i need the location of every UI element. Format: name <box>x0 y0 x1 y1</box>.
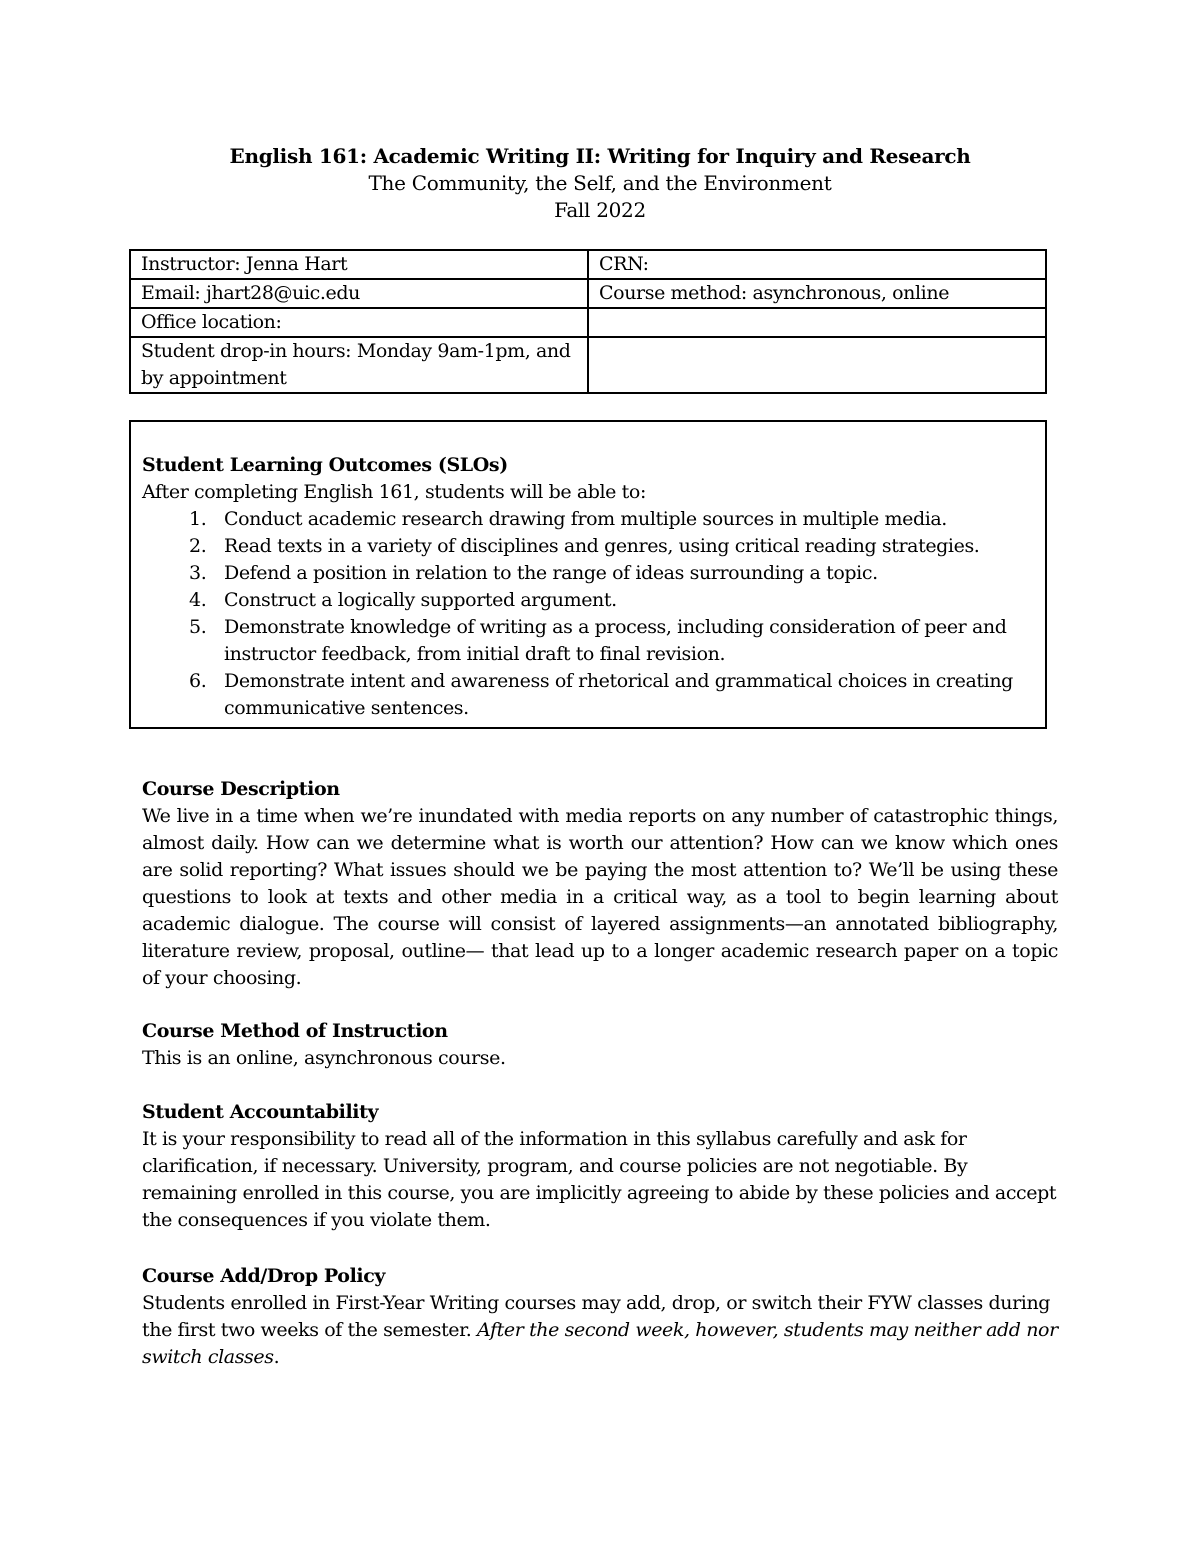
slo-heading: Student Learning Outcomes (SLOs) <box>142 454 508 476</box>
accountability-section <box>142 1099 1058 1234</box>
course-method-cell: Course method: asynchronous, online <box>588 279 1046 308</box>
list-item: 6. Demonstrate intent and awareness of rhetorical and grammatical choices in creating communicative sentences. <box>212 668 1033 722</box>
slo-intro: After completing English 161, students will be able to: <box>142 481 646 503</box>
add-drop-section <box>142 1263 1058 1371</box>
office-location-cell: Office location: <box>130 308 588 337</box>
method-heading: Course Method of Instruction <box>142 1020 448 1042</box>
table-row <box>130 279 1046 308</box>
add-drop-text: Students enrolled in First-Year Writing courses may add, drop, or switch their FYW classes during the first two weeks of the semester. <box>142 1292 1051 1341</box>
slo-list <box>142 506 1033 722</box>
list-item: 1. Conduct academic research drawing from multiple sources in multiple media. <box>212 506 1033 533</box>
accountability-heading: Student Accountability <box>142 1101 379 1123</box>
course-term: Fall 2022 <box>554 198 646 222</box>
list-item: 2. Read texts in a variety of disciplines and genres, using critical reading strategies. <box>212 533 1033 560</box>
list-item: 3. Defend a position in relation to the range of ideas surrounding a topic. <box>212 560 1033 587</box>
course-description-section <box>142 776 1058 992</box>
list-item: 5. Demonstrate knowledge of writing as a process, including consideration of peer and instructor feedback, from initial draft to final revision. <box>212 614 1033 668</box>
table-row <box>130 308 1046 337</box>
table-row <box>130 250 1046 279</box>
course-subtitle: The Community, the Self, and the Environment <box>368 171 832 195</box>
crn-cell: CRN: <box>588 250 1046 279</box>
email-cell: Email: jhart28@uic.edu <box>130 279 588 308</box>
add-drop-body: Students enrolled in First-Year Writing courses may add, drop, or switch their FYW classes during the first two weeks of the semester. After the second week, however, students may neither add nor switch classes. <box>142 1292 1058 1368</box>
table-row <box>130 337 1046 393</box>
list-item: 4. Construct a logically supported argument. <box>212 587 1033 614</box>
document-header <box>0 143 1200 224</box>
course-description-body: We live in a time when we’re inundated with media reports on any number of catastrophic things, almost daily. How can we determine what is worth our attention? How can we know which ones are solid reporting? What issues should we be paying the most attention to? We’ll be using these questions to look at texts and other media in a critical way, as a tool to begin learning about academic dialogue. The course will consist of layered assignments—an annotated bibliography, literature review, proposal, outline— that lead up to a longer academic research paper on a topic of your choosing. <box>142 805 1058 989</box>
empty-cell <box>588 308 1046 337</box>
method-section <box>142 1018 1058 1072</box>
accountability-body: It is your responsibility to read all of the information in this syllabus carefully and ask for clarification, if necessary. University, program, and course policies are not negotiable. By remaining enrolled in this course, you are implicitly agreeing to abide by these policies and accept the consequences if you violate them. <box>142 1128 1057 1231</box>
instructor-cell: Instructor: Jenna Hart <box>130 250 588 279</box>
course-info-table <box>129 249 1047 394</box>
course-title: English 161: Academic Writing II: Writing for Inquiry and Research <box>229 144 971 168</box>
add-drop-heading: Course Add/Drop Policy <box>142 1265 386 1287</box>
empty-cell <box>588 337 1046 393</box>
drop-in-hours-cell: Student drop-in hours: Monday 9am-1pm, and by appointment <box>130 337 588 393</box>
course-description-heading: Course Description <box>142 778 340 800</box>
add-drop-italic-text: After the second week, however, students may neither add nor switch classes <box>142 1319 1058 1368</box>
learning-outcomes-box <box>129 420 1047 729</box>
method-body: This is an online, asynchronous course. <box>142 1047 506 1069</box>
